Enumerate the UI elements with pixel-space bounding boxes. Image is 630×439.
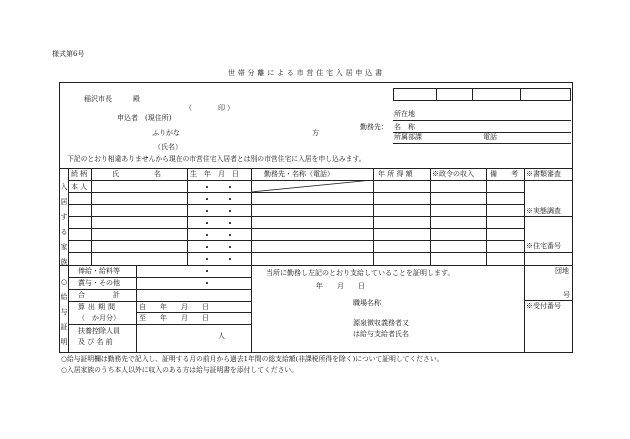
page-title: 世帯分離による市営住宅入居申込書 [228, 69, 385, 77]
seal-paren-close: ） [227, 104, 234, 112]
family-side-label: 入 居 す る 家 族 [60, 183, 68, 266]
salary-row-period-months: （ か月分） [78, 314, 120, 322]
side-note-investigation: ※実態調査 [526, 207, 561, 215]
receipt-number-label: ※受付番号 [526, 302, 561, 310]
workplace-label: 勤務先： [360, 123, 388, 131]
addressee: 稲沢市長 [84, 95, 112, 103]
go-label: 号 [563, 291, 570, 299]
honorific: 殿 [133, 95, 140, 103]
salary-row-total: 合 計 [78, 291, 120, 299]
note-attach-certificate: ○入居家族のうち本人以外に収入のある方は給与証明書を添付してください。 [61, 366, 299, 374]
issuer-line-1: 源泉徴収義務者又 [353, 319, 409, 327]
form-number: 様式第6号 [52, 50, 85, 58]
period-from: 自 年 月 日 [139, 303, 209, 311]
certify-date: 年 月 日 [316, 282, 365, 290]
col-document-review: ※書類審査 [526, 170, 561, 178]
salary-row-base: 俸給・給料等 [78, 267, 120, 275]
row-self-label: 本 人 [71, 183, 88, 191]
kata-suffix: 方 [312, 129, 319, 137]
salary-row-dependents: 扶養控除人員 [78, 327, 120, 335]
applicant-label: 申込者 (現住所) [117, 114, 172, 122]
col-income: 年 所 得 額 [378, 170, 413, 178]
period-to: 至 年 月 日 [139, 314, 209, 322]
seal-paren-open: （ [185, 104, 192, 112]
seal-mark: 印 [218, 104, 225, 112]
col-name: 氏 名 [112, 170, 161, 178]
application-statement: 下記のとおり相違ありませんから現在の市営住宅入居者とは別の市営住宅に入居を申し込みます。 [67, 155, 366, 163]
furigana-label: ふりがな [152, 129, 180, 137]
certify-statement: 当所に勤務し左記のとおり支給していることを証明します。 [266, 269, 455, 277]
office-use-box [393, 88, 571, 101]
danchi-label: 団地 [555, 267, 569, 275]
salary-side-label: ○ 給 与 証 明 [60, 278, 68, 346]
col-workplace: 勤務先・名称（電話） [264, 170, 334, 178]
note-salary-certificate: ○給与証明欄は勤務先で記入し、証明する月の前月から過去1年間の総支給額(非課税所得を除く)について証明してください。 [61, 355, 444, 363]
workplace-dept-label: 所属部課 [394, 133, 422, 141]
salary-row-dependents-names: 及 び 名 前 [78, 338, 113, 346]
side-note-housing-number: ※住宅番号 [526, 242, 561, 250]
col-birthdate: 生 年 月 日 [190, 170, 239, 178]
workplace-address-label: 所在地 [394, 110, 415, 118]
col-remarks: 備 考 [490, 170, 518, 178]
phone-label: 電話 [483, 133, 497, 141]
col-relation: 続柄 [71, 170, 89, 178]
salary-row-bonus: 賞与・その他 [78, 279, 120, 287]
issuer-line-2: は給与支給者氏名 [353, 330, 409, 338]
col-ordinance-income: ※政令の収入 [432, 170, 474, 178]
workplace-name-label: 名 称 [394, 123, 415, 131]
office-name-label: 職場名称 [353, 299, 381, 307]
dependents-suffix: 人 [218, 332, 225, 340]
applicant-name-label: （氏名） [154, 143, 182, 151]
salary-row-period: 算出期間 [78, 303, 118, 311]
diagonal-line [251, 180, 373, 192]
